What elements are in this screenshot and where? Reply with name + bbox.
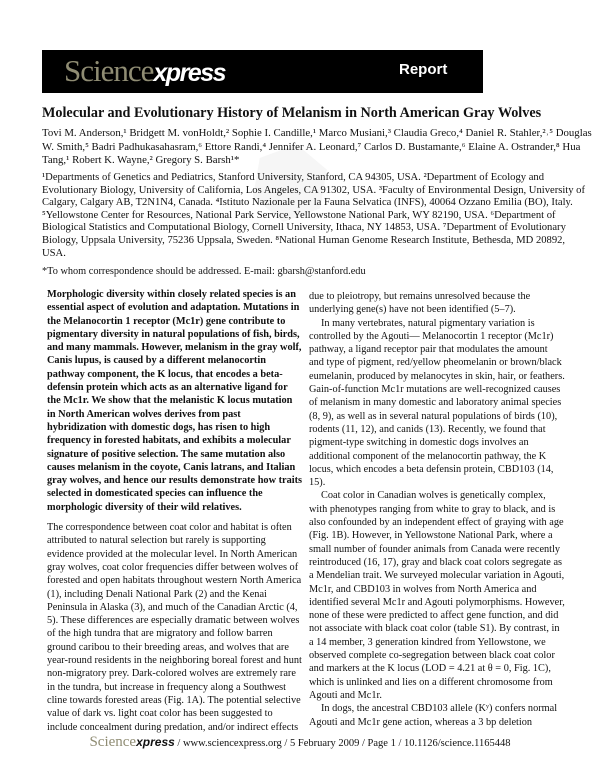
body-line: Agouti and Mc1r. [309, 689, 382, 701]
journal-banner [42, 50, 483, 93]
body-line: In dogs, the ancestral CBD103 allele (Kʸ) confers normal [321, 703, 558, 715]
sciencexpress-logo [64, 53, 225, 89]
affiliation-line: Biology, Uppsala University, 75236 Uppsala, Sweden. ⁸National Human Genome Research Institute, Bethesda, MD 20892, [42, 234, 566, 246]
body-line: due to pleiotropy, but remains unresolved because the [309, 291, 531, 302]
body-text-left [47, 521, 302, 734]
body-line: ground caribou to their breeding areas, and wolves that are [47, 641, 289, 653]
body-line: forested and open habitats throughout western North America [47, 575, 302, 587]
affiliation-line: Biological Statistics and Computational Biology, Cornell University, Ithaca, NY 14853, USA. ⁷Department of Evolutionary [42, 222, 566, 234]
abstract-line: pathway component, the K locus, that encodes a beta- [47, 368, 283, 380]
body-line: identified several Mc1r and Agouti polymorphisms. However, [309, 596, 565, 608]
footer-logo-express: xpress [136, 735, 175, 749]
body-line: reintroduced (16, 17), gray and black coat colors segregate as [309, 556, 563, 568]
body-line: pigment-type switching in domestic dogs involves an [309, 437, 529, 449]
body-line: none of these were predicted to affect gene function, and did [309, 610, 559, 622]
affiliation-line: Evolutionary Biology, University of California, Los Angeles, CA 91302, USA. ³Faculty of Environmental Design, University of [42, 184, 586, 196]
abstract-line: morphologic diversity of their wild relatives. [47, 501, 242, 513]
body-line: locus, which encodes a beta defensin protein, CBD103 (14, [309, 463, 554, 475]
affiliation-line: Calgary, Calgary AB, T2N1N4, Canada. ⁴Istituto Nazionale per la Fauna Selvatica (INFS), 40064 Ozzano Emilia (BO), Italy. [42, 197, 573, 209]
body-line: which is unlinked and lies on a different chromosome from [309, 676, 553, 688]
affiliation-line: USA. [42, 247, 66, 259]
body-line: pathway, a ligand receptor pair that modulates the amount [309, 344, 548, 356]
body-line: eumelanin, produced by melanocytes in skin, hair, or feathers. [309, 370, 565, 382]
body-line: gray wolves, coat color frequencies differ between wolves of [47, 561, 299, 573]
body-line: of the high tundra that are migratory and follow barren [47, 628, 273, 640]
body-line: in the tundra, but increase in frequency along a Southwest [47, 681, 287, 693]
abstract-line: Morphologic diversity within closely related species is an [47, 289, 296, 300]
body-line: Mc1r, and CBD103 in wolves from North America and [309, 583, 537, 595]
body-line: also confounded by an independent effect of graying with age [309, 517, 564, 529]
author-line: Tovi M. Anderson,¹ Bridgett M. vonHoldt,² Sophie I. Candille,¹ Marco Musiani,³ Claudia Greco,⁴ Daniel R. Stahler,²˒⁵ Douglas [42, 127, 592, 139]
body-line: Gain-of-function Mc1r mutations are well-recognized causes [309, 384, 561, 396]
body-line: a 14 member, 3 generation kindred from Yellowstone, we [309, 636, 546, 648]
body-line: and type of pigment, red/yellow pheomelanin or brown/black [309, 357, 562, 369]
body-line: value of dark vs. light coat color has been suggested to [47, 708, 273, 720]
abstract [47, 288, 302, 514]
body-line: Peninsula in Alaska (3), and much of the Canadian Arctic (4, [47, 601, 298, 613]
page-footer [0, 734, 600, 751]
abstract-line: signature of positive selection. The same mutation also [47, 448, 286, 460]
author-line: W. Smith,⁵ Badri Padhukasahasram,⁶ Ettore Randi,⁴ Jennifer A. Leonard,⁷ Carlos D. Bustamante,⁶ Elaine A. Ostrander,⁸ Hua [42, 140, 581, 153]
author-list [42, 127, 592, 168]
body-line: year-round residents in the neighboring boreal forest and hunt [47, 655, 302, 667]
body-line: attributed to natural selection but rarely is supporting [47, 535, 266, 547]
body-line: (1), including Denali National Park (2) and the Kenai [47, 588, 267, 600]
body-line: observed complete co-segregation between black coat color [309, 650, 555, 662]
body-line: additional component of the melanocortin pathway, the K [309, 450, 547, 462]
section-label: Report [399, 61, 448, 78]
abstract-line: selected in domesticated species can influence the [47, 488, 263, 500]
paper-title: Molecular and Evolutionary History of Melanism in North American Gray Wolves [42, 105, 542, 121]
footer-citation: / www.sciencexpress.org / 5 February 2009 / Page 1 / 10.1126/science.1165448 [174, 738, 511, 749]
body-line: (Fig. 1B). However, in Yellowstone National Park, where a [309, 530, 553, 542]
abstract-line: the Melanocortin 1 receptor (Mc1r) gene contribute to [47, 315, 286, 327]
abstract-line: gray wolves, and hence our results demonstrate how traits [47, 475, 303, 487]
body-line: Agouti and Mc1r gene action, whereas a 3 bp deletion [309, 716, 533, 728]
body-line: non-migratory prey. Dark-colored wolves are extremely rare [47, 668, 296, 680]
body-line: a Mendelian trait. We surveyed molecular variation in Agouti, [309, 570, 565, 582]
left-column [47, 288, 302, 734]
body-line: with phenotypes ranging from white to gray to black, and is [309, 503, 556, 515]
abstract-line: frequency in forested habitats, and exhibits a molecular [47, 435, 291, 447]
abstract-line: hybridization with domestic dogs, has risen to high [47, 421, 271, 433]
body-line: The correspondence between coat color and habitat is often [47, 522, 292, 534]
author-line: Tang,¹ Robert K. Wayne,² Gregory S. Barsh¹* [42, 154, 240, 166]
abstract-line: and many mammals. However, melanism in the gray wolf, [47, 342, 302, 354]
body-line: evidence provided at the molecular level. In North American [47, 548, 298, 560]
affiliation-line: ⁵Yellowstone Center for Resources, National Park Service, Yellowstone National Park, WY 82190, USA. ⁶Department of [42, 209, 556, 221]
abstract-line: causes melanism in the coyote, Canis latrans, and Italian [47, 461, 296, 473]
body-line: not associate with black coat color (table S1). By contrast, in [309, 623, 560, 635]
body-line: Coat color in Canadian wolves is genetically complex, [321, 490, 546, 502]
body-line: of melanism in many domestic and laboratory animal species [309, 397, 562, 409]
abstract-line: Canis lupus, is caused by a different melanocortin [47, 355, 266, 367]
abstract-line: defensin protein which acts as an alternative ligand for [47, 382, 288, 394]
footer-logo-science: Science [89, 734, 137, 750]
body-line: small number of founder animals from Canada were recently [309, 543, 561, 555]
body-line: rodents (11, 12), and canids (13). Recently, we found that [309, 423, 546, 435]
body-line: cline towards forested areas (Fig. 1A). The potential selective [47, 694, 301, 706]
correspondence-note: *To whom correspondence should be addressed. E-mail: gbarsh@stanford.edu [42, 266, 366, 277]
body-line: include concealment during predation, and/or indirect effects [47, 721, 299, 733]
body-line: (8, 9), as well as in several natural populations of birds (10), [309, 410, 558, 422]
abstract-line: essential aspect of evolution and adaptation. Mutations in [47, 302, 300, 314]
abstract-line: pigmentary diversity in natural populations of fish, birds, [47, 328, 300, 340]
body-line: underlying gene(s) have not been identified (5–7). [309, 304, 516, 316]
logo-science: Science [64, 53, 154, 88]
body-line: In many vertebrates, natural pigmentary variation is [321, 317, 535, 329]
abstract-line: the Mc1r. We show that the melanistic K locus mutation [47, 395, 293, 407]
affiliations [42, 172, 586, 260]
body-line: controlled by the Agouti— Melanocortin 1 receptor (Mc1r) [309, 330, 554, 342]
abstract-line: in North American wolves derives from past [47, 408, 241, 420]
body-text-right [309, 290, 565, 729]
body-line: 15). [309, 477, 326, 489]
affiliation-line: ¹Departments of Genetics and Pediatrics, Stanford University, Stanford, CA 94305, USA. ²Department of Ecology and [42, 172, 544, 183]
body-line: 5). These differences are especially dramatic between wolves [47, 615, 300, 627]
body-line: and markers at the K locus (LOD = 4.21 at θ = 0, Fig. 1C), [309, 663, 551, 675]
logo-express: xpress [153, 59, 226, 87]
